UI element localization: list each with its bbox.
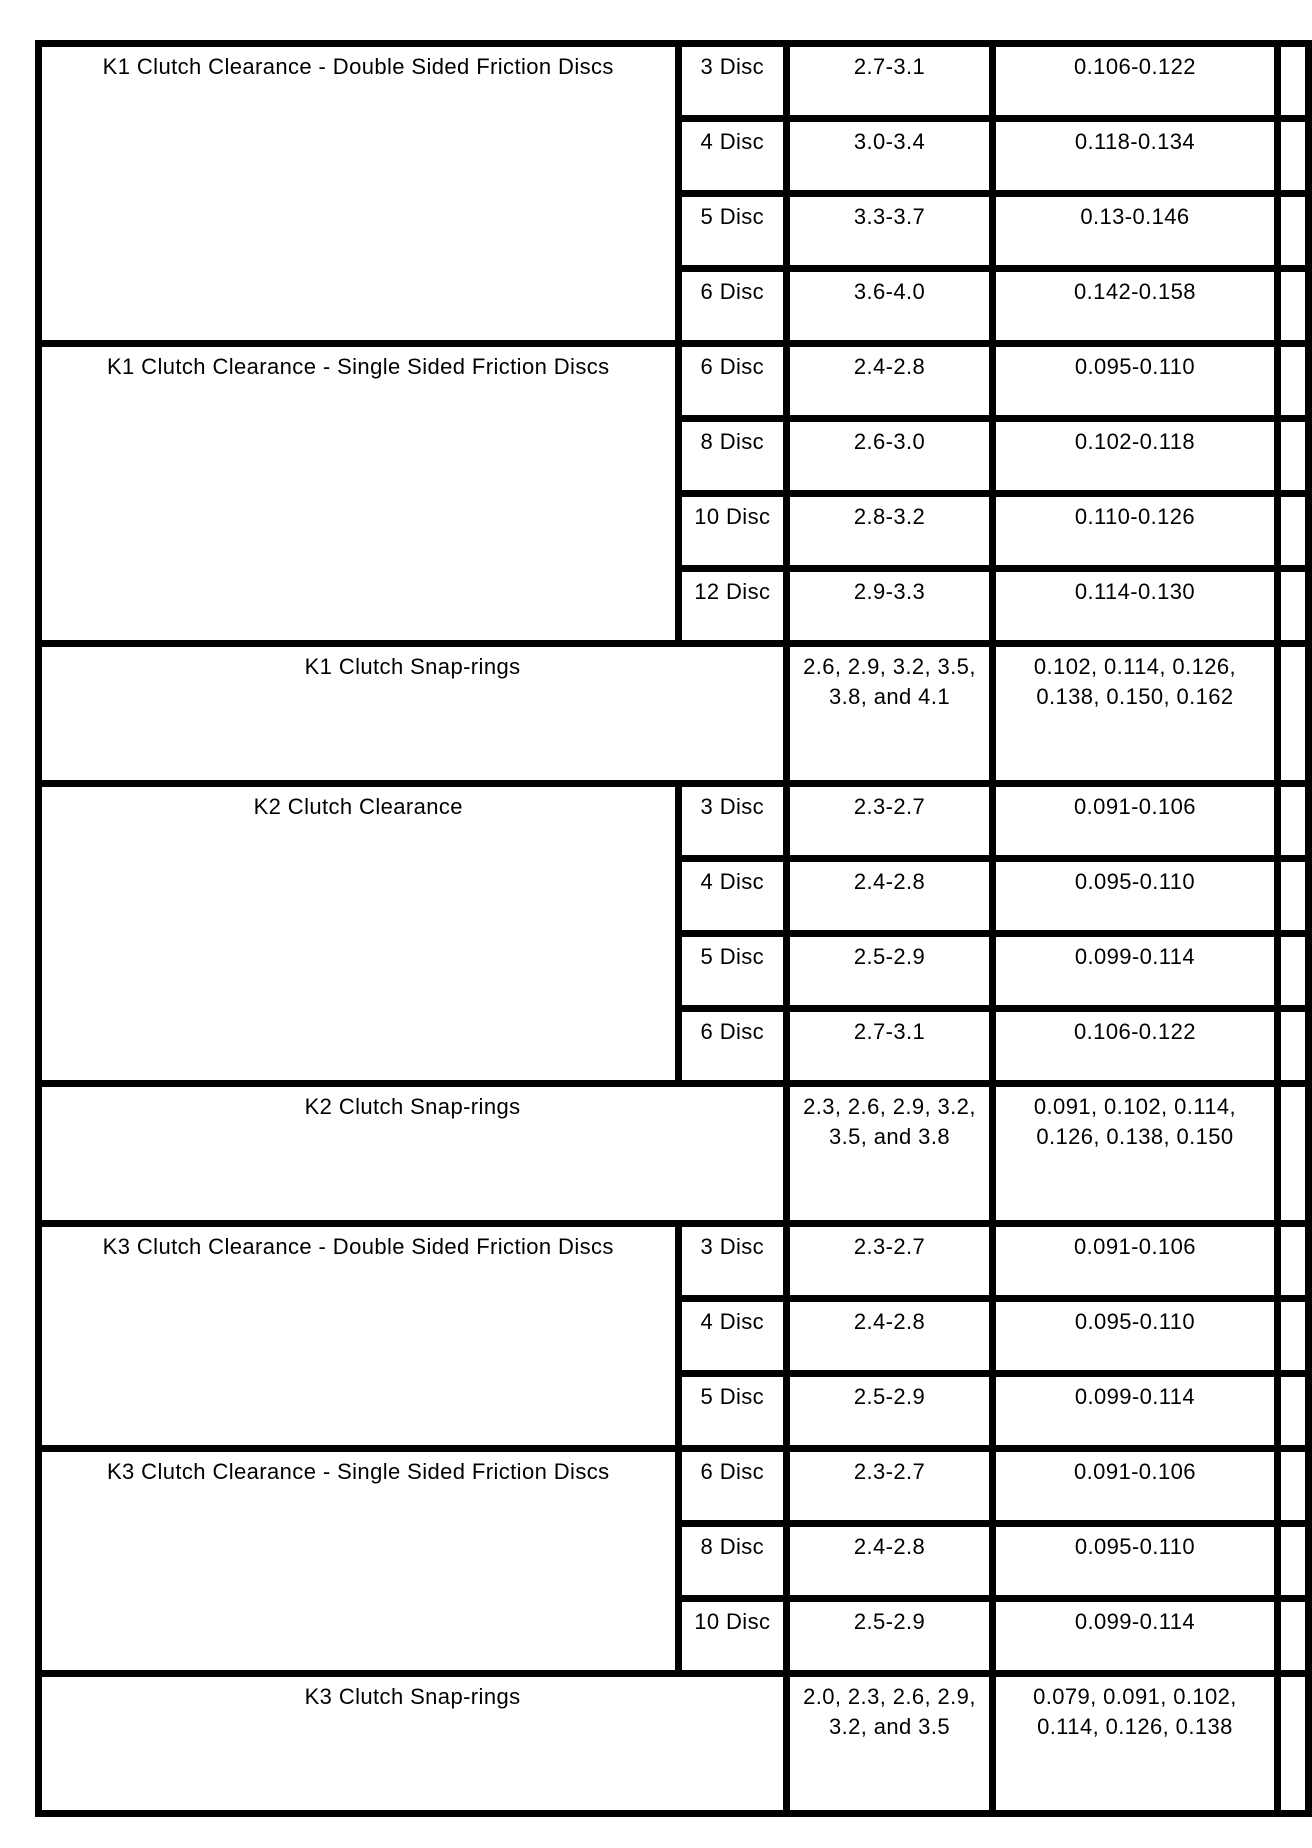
clearance-mm-cell: 2.6-3.0 (787, 419, 993, 494)
clearance-mm-cell: 2.4-2.8 (787, 344, 993, 419)
disc-count-cell: 3 Disc (678, 1224, 787, 1299)
cropped-edge-cell (1278, 1674, 1309, 1814)
disc-count-cell: 6 Disc (678, 1009, 787, 1084)
clearance-mm-cell: 3.0-3.4 (787, 119, 993, 194)
clearance-mm-cell: 3.3-3.7 (787, 194, 993, 269)
disc-count-cell: 4 Disc (678, 859, 787, 934)
clearance-inches-cell: 0.099-0.114 (992, 1599, 1277, 1674)
disc-count-cell: 6 Disc (678, 344, 787, 419)
disc-count-cell: 10 Disc (678, 494, 787, 569)
cropped-edge-cell (1278, 1299, 1309, 1374)
table-row-snap-rings (39, 1084, 1309, 1224)
disc-count-cell: 4 Disc (678, 119, 787, 194)
clearance-inches-cell: 0.095-0.110 (992, 1524, 1277, 1599)
table-row-snap-rings (39, 644, 1309, 784)
cropped-edge-cell (1278, 1449, 1309, 1524)
section-label-cell: K3 Clutch Clearance - Double Sided Friction Discs (39, 1224, 679, 1449)
cropped-edge-cell (1278, 119, 1309, 194)
clutch-spec-table-container (35, 40, 1312, 1817)
clearance-inches-cell: 0.106-0.122 (992, 44, 1277, 119)
cropped-edge-cell (1278, 194, 1309, 269)
clearance-mm-cell: 2.4-2.8 (787, 1524, 993, 1599)
clearance-mm-cell: 2.7-3.1 (787, 1009, 993, 1084)
cropped-edge-cell (1278, 1524, 1309, 1599)
table-row (39, 784, 1309, 859)
clearance-mm-cell: 2.4-2.8 (787, 1299, 993, 1374)
cropped-edge-cell (1278, 494, 1309, 569)
disc-count-cell: 8 Disc (678, 1524, 787, 1599)
disc-count-cell: 5 Disc (678, 1374, 787, 1449)
table-row (39, 44, 1309, 119)
cropped-edge-cell (1278, 44, 1309, 119)
disc-count-cell: 3 Disc (678, 44, 787, 119)
snap-ring-label-cell: K2 Clutch Snap-rings (39, 1084, 787, 1224)
clearance-mm-cell: 2.7-3.1 (787, 44, 993, 119)
clearance-mm-cell: 2.3-2.7 (787, 784, 993, 859)
cropped-edge-cell (1278, 1224, 1309, 1299)
disc-count-cell: 6 Disc (678, 269, 787, 344)
disc-count-cell: 8 Disc (678, 419, 787, 494)
clearance-mm-cell: 2.5-2.9 (787, 1599, 993, 1674)
table-row (39, 1224, 1309, 1299)
clearance-inches-cell: 0.118-0.134 (992, 119, 1277, 194)
clearance-inches-cell: 0.114-0.130 (992, 569, 1277, 644)
clearance-inches-cell: 0.099-0.114 (992, 934, 1277, 1009)
disc-count-cell: 12 Disc (678, 569, 787, 644)
clearance-inches-cell: 0.110-0.126 (992, 494, 1277, 569)
clearance-mm-cell: 2.9-3.3 (787, 569, 993, 644)
disc-count-cell: 10 Disc (678, 1599, 787, 1674)
snap-ring-inches-cell: 0.091, 0.102, 0.114, 0.126, 0.138, 0.150 (992, 1084, 1277, 1224)
snap-ring-label-cell: K3 Clutch Snap-rings (39, 1674, 787, 1814)
section-label-cell: K1 Clutch Clearance - Single Sided Friction Discs (39, 344, 679, 644)
disc-count-cell: 4 Disc (678, 1299, 787, 1374)
clearance-inches-cell: 0.106-0.122 (992, 1009, 1277, 1084)
cropped-edge-cell (1278, 269, 1309, 344)
cropped-edge-cell (1278, 419, 1309, 494)
clearance-mm-cell: 3.6-4.0 (787, 269, 993, 344)
clearance-mm-cell: 2.5-2.9 (787, 934, 993, 1009)
clearance-inches-cell: 0.091-0.106 (992, 1224, 1277, 1299)
disc-count-cell: 5 Disc (678, 194, 787, 269)
table-row-snap-rings (39, 1674, 1309, 1814)
snap-ring-mm-cell: 2.3, 2.6, 2.9, 3.2, 3.5, and 3.8 (787, 1084, 993, 1224)
clearance-inches-cell: 0.095-0.110 (992, 344, 1277, 419)
disc-count-cell: 3 Disc (678, 784, 787, 859)
cropped-edge-cell (1278, 1599, 1309, 1674)
snap-ring-label-cell: K1 Clutch Snap-rings (39, 644, 787, 784)
snap-ring-inches-cell: 0.102, 0.114, 0.126, 0.138, 0.150, 0.162 (992, 644, 1277, 784)
clearance-mm-cell: 2.3-2.7 (787, 1224, 993, 1299)
clearance-inches-cell: 0.095-0.110 (992, 859, 1277, 934)
section-label-cell: K1 Clutch Clearance - Double Sided Friction Discs (39, 44, 679, 344)
section-label-cell: K3 Clutch Clearance - Single Sided Friction Discs (39, 1449, 679, 1674)
cropped-edge-cell (1278, 569, 1309, 644)
clearance-mm-cell: 2.4-2.8 (787, 859, 993, 934)
snap-ring-mm-cell: 2.0, 2.3, 2.6, 2.9, 3.2, and 3.5 (787, 1674, 993, 1814)
table-row (39, 344, 1309, 419)
snap-ring-inches-cell: 0.079, 0.091, 0.102, 0.114, 0.126, 0.138 (992, 1674, 1277, 1814)
disc-count-cell: 6 Disc (678, 1449, 787, 1524)
cropped-edge-cell (1278, 644, 1309, 784)
clearance-mm-cell: 2.5-2.9 (787, 1374, 993, 1449)
clearance-inches-cell: 0.13-0.146 (992, 194, 1277, 269)
clearance-inches-cell: 0.099-0.114 (992, 1374, 1277, 1449)
clearance-mm-cell: 2.8-3.2 (787, 494, 993, 569)
cropped-edge-cell (1278, 1084, 1309, 1224)
cropped-edge-cell (1278, 784, 1309, 859)
section-label-cell: K2 Clutch Clearance (39, 784, 679, 1084)
snap-ring-mm-cell: 2.6, 2.9, 3.2, 3.5, 3.8, and 4.1 (787, 644, 993, 784)
clearance-inches-cell: 0.102-0.118 (992, 419, 1277, 494)
cropped-edge-cell (1278, 859, 1309, 934)
cropped-edge-cell (1278, 1374, 1309, 1449)
disc-count-cell: 5 Disc (678, 934, 787, 1009)
cropped-edge-cell (1278, 934, 1309, 1009)
clutch-spec-table (35, 40, 1312, 1817)
clearance-mm-cell: 2.3-2.7 (787, 1449, 993, 1524)
clearance-inches-cell: 0.095-0.110 (992, 1299, 1277, 1374)
cropped-edge-cell (1278, 344, 1309, 419)
clearance-inches-cell: 0.091-0.106 (992, 1449, 1277, 1524)
clearance-inches-cell: 0.091-0.106 (992, 784, 1277, 859)
cropped-edge-cell (1278, 1009, 1309, 1084)
table-row (39, 1449, 1309, 1524)
clearance-inches-cell: 0.142-0.158 (992, 269, 1277, 344)
